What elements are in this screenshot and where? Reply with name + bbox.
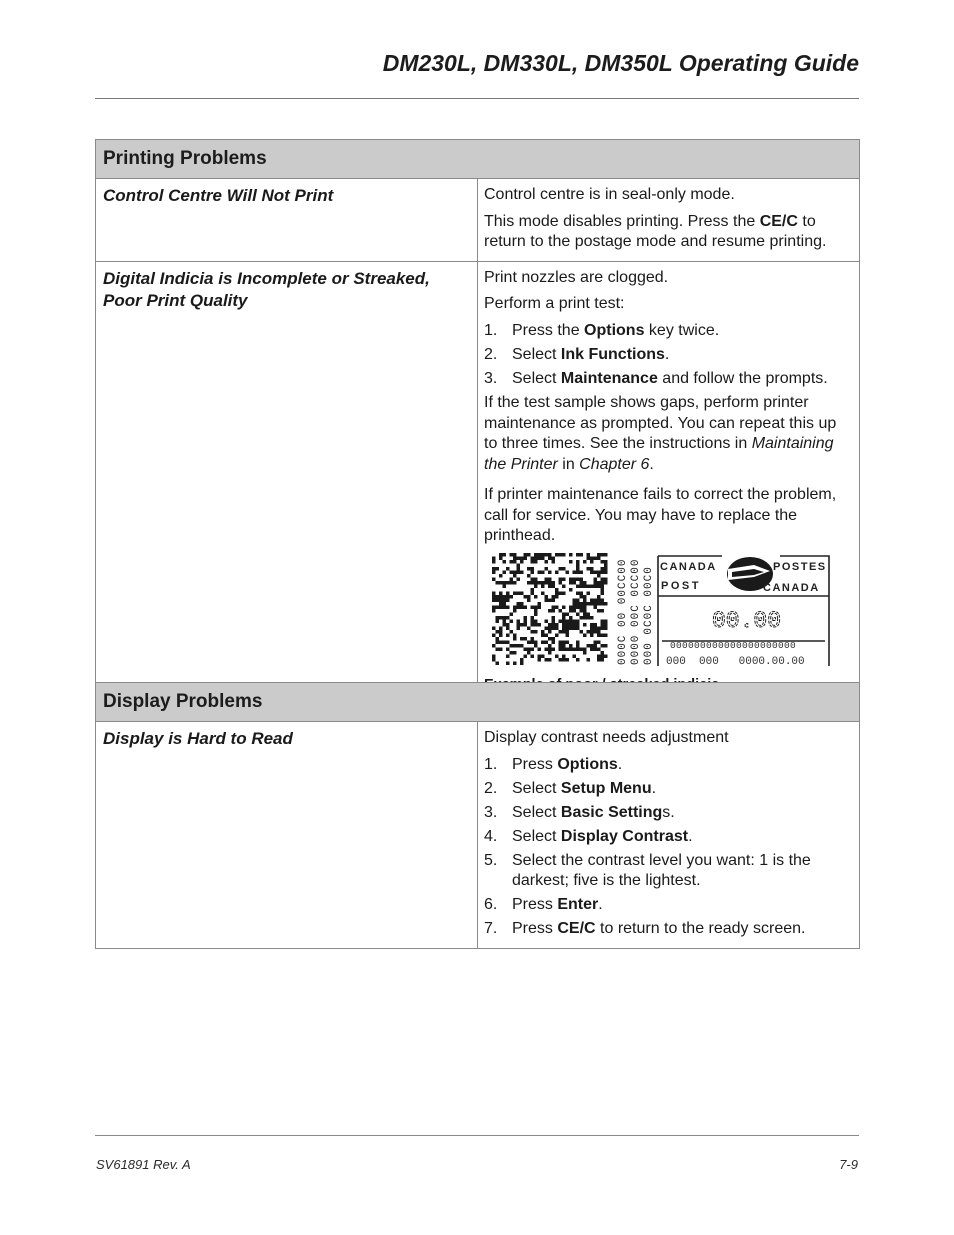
list-item: 3. Select Basic Settings. — [484, 803, 675, 821]
svg-text:0000 00C 0CC00: 0000 00C 0CC00 — [630, 558, 642, 665]
issue-detail — [478, 179, 860, 262]
indicia-canada2-text: CANADA — [763, 581, 820, 594]
list-item: 4. Select Display Contrast. — [484, 827, 693, 845]
step-list — [484, 321, 852, 390]
list-item: 1. Press the Options key twice. — [484, 321, 720, 339]
issue-label: Control Centre Will Not Print — [96, 179, 478, 262]
indicia-postes-text: POSTES — [773, 560, 827, 573]
list-item: 6. Press Enter. — [484, 896, 603, 913]
indicia-image — [492, 553, 832, 669]
list-item: 5. Select the contrast level you want: 1 is the darkest; five is the lightest. — [484, 851, 811, 889]
cause-text: Print nozzles are clogged. — [484, 268, 669, 286]
datamatrix-barcode — [492, 553, 608, 665]
page-number: 7-9 — [839, 1157, 858, 1172]
issue-detail — [478, 722, 860, 949]
issue-label: Display is Hard to Read — [96, 722, 478, 949]
indicia-codes: 000 000 0000.00.00 — [666, 655, 805, 668]
page-title: DM230L, DM330L, DM350L Operating Guide — [382, 50, 859, 76]
table-row — [96, 722, 860, 949]
indicia-canada-text: CANADA — [660, 560, 717, 573]
intro-text: Perform a print test: — [484, 295, 625, 312]
cause-text: Control centre is in seal-only mode. — [484, 186, 735, 203]
display-problems-heading: Display Problems — [96, 683, 860, 722]
footer-divider — [95, 1135, 859, 1136]
cause-text: Display contrast needs adjustment — [484, 729, 729, 746]
list-item: 1. Press Options. — [484, 755, 623, 773]
svg-text:000 0C0C 00C0: 000 0C0C 00C0 — [643, 565, 655, 665]
display-problems-table — [95, 682, 860, 949]
header-divider — [95, 98, 859, 99]
list-item: 2. Select Ink Functions. — [484, 345, 670, 363]
step-list — [484, 755, 852, 940]
indicia-post-text: POST — [661, 579, 701, 592]
svg-text:000C 00 00CC00: 000C 00 00CC00 — [617, 558, 629, 665]
list-item: 3. Select Maintenance and follow the prompts. — [484, 369, 828, 387]
indicia-serial: 000000000000000000000 — [670, 639, 797, 651]
document-id: SV61891 Rev. A — [96, 1157, 191, 1172]
note-text: If the test sample shows gaps, perform printer maintenance as prompted. You can repeat this up to three times. See the instructions in Maintaining the Printer in Chapter 6. — [484, 394, 837, 473]
vertical-code-columns — [617, 558, 655, 664]
issue-detail — [478, 261, 860, 700]
printing-problems-table — [95, 139, 860, 700]
list-item: 7. Press CE/C to return to the ready screen. — [484, 920, 806, 937]
key-name: CE/C — [759, 212, 798, 230]
list-item: 2. Select Setup Menu. — [484, 779, 657, 797]
service-text: If printer maintenance fails to correct the problem, call for service. You may have to replace the printhead. — [484, 486, 837, 544]
fix-text: This mode disables printing. Press the CE/C to return to the postage mode and resume printing. — [484, 212, 827, 250]
indicia-amount: 00.00 — [712, 607, 782, 634]
table-row — [96, 179, 860, 262]
table-row — [96, 261, 860, 700]
printing-problems-heading: Printing Problems — [96, 140, 860, 179]
issue-label: Digital Indicia is Incomplete or Streaked, Poor Print Quality — [96, 261, 478, 700]
